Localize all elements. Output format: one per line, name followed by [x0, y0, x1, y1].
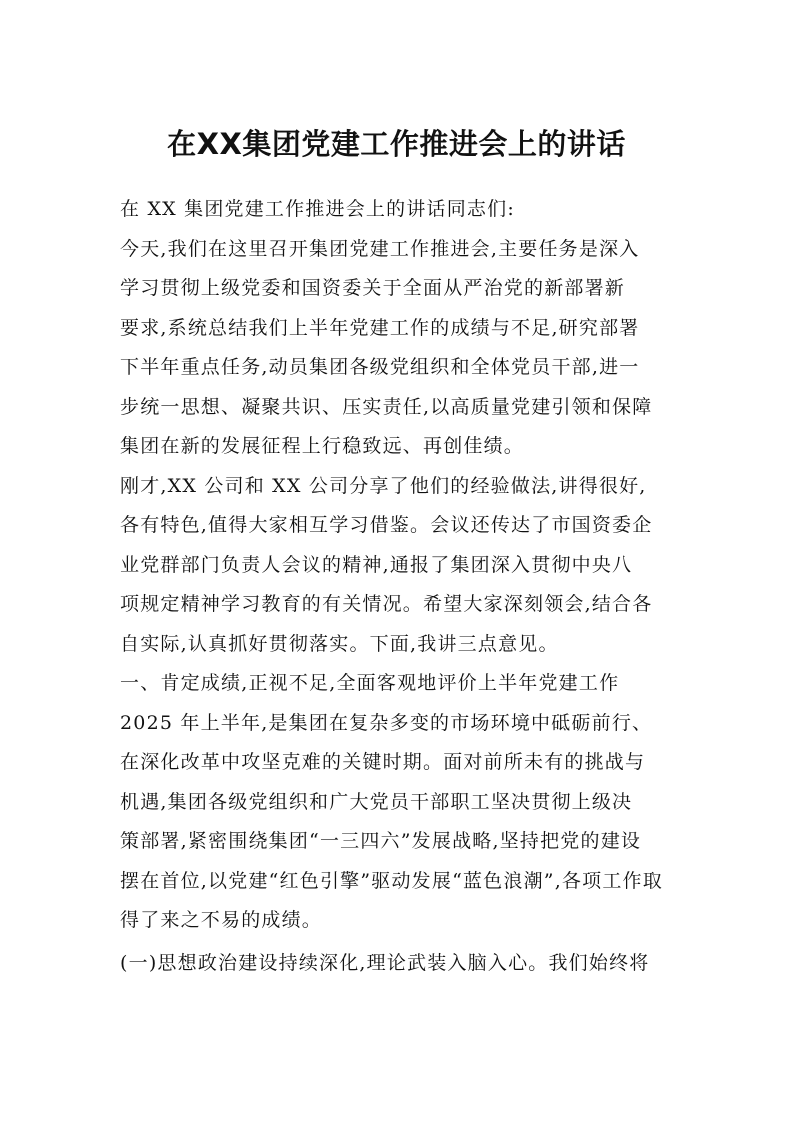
- subsection-line: (一)思想政治建设持续深化,理论武装入脑入心。我们始终将: [120, 951, 650, 974]
- text-line: 各有特色,值得大家相互学习借鉴。会议还传达了市国资委企: [120, 514, 653, 536]
- section-heading: 一、肯定成绩,正视不足,全面客观地评价上半年党建工作: [120, 672, 620, 694]
- text-line: 集团在新的发展征程上行稳致远、再创佳绩。: [120, 435, 525, 457]
- text-line: 在 XX 集团党建工作推进会上的讲话同志们:: [120, 198, 515, 220]
- text-line: 在深化改革中攻坚克难的关键时期。面对前所未有的挑战与: [120, 751, 646, 773]
- document-body: [120, 190, 680, 983]
- page-title: 在XX集团党建工作推进会上的讲话: [167, 127, 626, 161]
- text-line: 机遇,集团各级党组织和广大党员干部职工坚决贯彻上级决: [120, 790, 633, 813]
- text-line: 摆在首位,以党建“红色引擎”驱动发展“蓝色浪潮”,各项工作取: [120, 869, 663, 892]
- text-line: 今天,我们在这里召开集团党建工作推进会,主要任务是深入: [120, 237, 640, 260]
- text-line: 得了来之不易的成绩。: [120, 909, 323, 931]
- text-line: 项规定精神学习教育的有关情况。希望大家深刻领会,结合各: [120, 593, 653, 615]
- text-line: 要求,系统总结我们上半年党建工作的成绩与不足,研究部署: [120, 316, 640, 339]
- text-line: 自实际,认真抓好贯彻落实。下面,我讲三点意见。: [120, 632, 559, 655]
- text-line: 下半年重点任务,动员集团各级党组织和全体党员干部,进一: [120, 356, 640, 378]
- text-line: 刚才,XX 公司和 XX 公司分享了他们的经验做法,讲得很好,: [120, 474, 647, 497]
- text-line: 学习贯彻上级党委和国资委关于全面从严治党的新部署新: [120, 277, 626, 299]
- text-line: 2025 年上半年,是集团在复杂多变的市场环境中砥砺前行、: [120, 711, 653, 734]
- text-line: 业党群部门负责人会议的精神,通报了集团深入贯彻中央八: [120, 553, 633, 576]
- text-line: 步统一思想、凝聚共识、压实责任,以高质量党建引领和保障: [120, 395, 653, 418]
- text-line: 策部署,紧密围绕集团“一三四六”发展战略,坚持把党的建设: [120, 830, 642, 852]
